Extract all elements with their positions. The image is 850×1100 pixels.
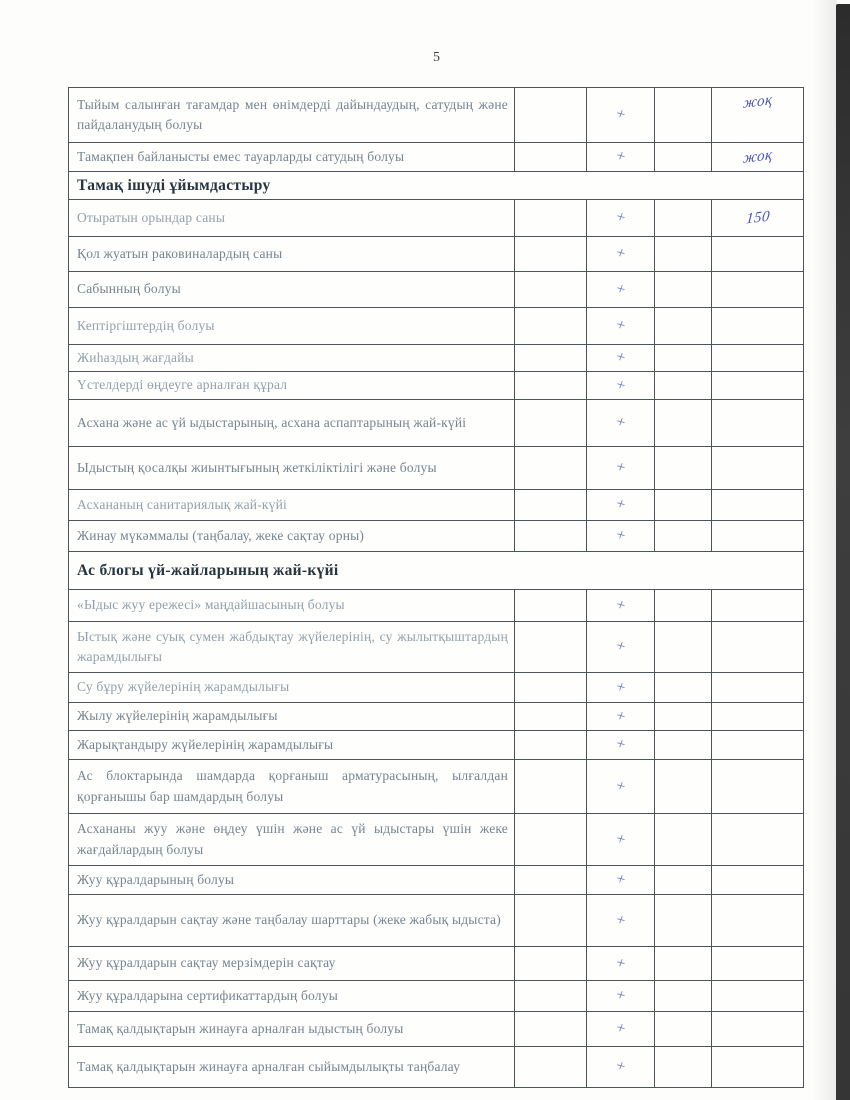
table-row [69, 143, 803, 172]
plus-mark: + [613, 458, 628, 477]
item-label: Асхана және ас үй ыдыстарының, асхана аспаптарының жай-күйі [77, 414, 467, 430]
plus-mark: + [613, 147, 628, 166]
item-label: Кептіргіштердің болуы [77, 317, 215, 333]
mark-cell [586, 272, 654, 307]
mark-cell [586, 345, 654, 371]
item-label-cell [69, 272, 514, 307]
empty-cell [514, 143, 586, 171]
empty-cell [654, 590, 711, 621]
item-label-cell [69, 345, 514, 371]
section-header-row [69, 172, 803, 200]
item-label: Ас блоктарында шамдарда қорғаныш арматурасының, ылғалдан қорғанышы бар шамдардың болуы [77, 768, 508, 804]
mark-cell [586, 237, 654, 271]
empty-cell [654, 447, 711, 489]
note-cell [711, 673, 803, 702]
mark-cell [586, 866, 654, 894]
empty-cell [514, 590, 586, 621]
item-label: Жиһаздың жағдайы [77, 349, 194, 365]
empty-cell [654, 981, 711, 1011]
item-label: Жылу жүйелерінің жарамдылығы [77, 708, 278, 724]
item-label: Тамақ қалдықтарын жинауға арналған ыдыстың болуы [77, 1020, 404, 1036]
plus-mark: + [613, 208, 628, 227]
mark-cell [586, 308, 654, 344]
mark-cell [586, 1012, 654, 1046]
empty-cell [514, 1047, 586, 1087]
plus-mark: + [613, 316, 628, 335]
empty-cell [514, 400, 586, 446]
empty-cell [514, 521, 586, 551]
table-row [69, 237, 803, 272]
plus-mark: + [613, 526, 628, 545]
item-label-cell [69, 731, 514, 759]
empty-cell [514, 703, 586, 730]
scan-edge-strip [836, 4, 850, 1100]
mark-cell [586, 981, 654, 1011]
mark-cell [586, 143, 654, 171]
mark-cell [586, 400, 654, 446]
table-row [69, 272, 803, 308]
item-label-cell [69, 447, 514, 489]
empty-cell [654, 88, 711, 142]
empty-cell [654, 866, 711, 894]
table-row [69, 760, 803, 814]
item-label: Жарықтандыру жүйелерінің жарамдылығы [77, 736, 334, 752]
mark-cell [586, 447, 654, 489]
section-title: Тамақ ішуді ұйымдастыру [77, 176, 271, 194]
plus-mark: + [613, 375, 628, 395]
empty-cell [514, 88, 586, 142]
item-label-cell [69, 981, 514, 1011]
empty-cell [654, 400, 711, 446]
table-row [69, 673, 803, 703]
section-header-cell [69, 172, 803, 199]
item-label-cell [69, 143, 514, 171]
table-row [69, 490, 803, 521]
item-label-cell [69, 490, 514, 520]
table-row [69, 88, 803, 143]
handwritten-note: жоқ [742, 92, 773, 112]
empty-cell [654, 622, 711, 672]
mark-cell [586, 731, 654, 759]
empty-cell [654, 308, 711, 344]
section-header-cell [69, 552, 803, 589]
plus-mark: + [613, 495, 628, 514]
mark-cell [586, 590, 654, 621]
note-cell [711, 866, 803, 894]
empty-cell [654, 521, 711, 551]
item-label-cell [69, 88, 514, 142]
empty-cell [654, 814, 711, 865]
item-label-cell [69, 895, 514, 946]
empty-cell [514, 200, 586, 236]
empty-cell [654, 200, 711, 236]
empty-cell [514, 866, 586, 894]
empty-cell [514, 947, 586, 980]
item-label: Ыстық және суық сумен жабдықтау жүйелерінің, су жылытқыштардың жарамдылығы [77, 628, 508, 664]
item-label-cell [69, 1012, 514, 1046]
empty-cell [514, 673, 586, 702]
item-label: Үстелдерді өңдеуге арналған құрал [77, 377, 288, 393]
page-number: 5 [433, 50, 440, 65]
table-row [69, 622, 803, 673]
item-label-cell [69, 673, 514, 702]
empty-cell [514, 1012, 586, 1046]
empty-cell [654, 272, 711, 307]
plus-mark: + [613, 986, 628, 1005]
item-label-cell [69, 947, 514, 980]
empty-cell [654, 760, 711, 813]
empty-cell [654, 1012, 711, 1046]
empty-cell [514, 895, 586, 946]
item-label-cell [69, 814, 514, 865]
item-label: «Ыдыс жуу ережесі» маңдайшасының болуы [77, 597, 345, 613]
item-label-cell [69, 237, 514, 271]
item-label-cell [69, 200, 514, 236]
item-label: Су бұру жүйелерінің жарамдылығы [77, 679, 290, 695]
item-label: Жуу құралдарының болуы [77, 871, 235, 887]
empty-cell [654, 372, 711, 399]
empty-cell [514, 622, 586, 672]
item-label: Жинау мүкәммалы (таңбалау, жеке сақтау орны) [77, 527, 365, 543]
note-cell [711, 981, 803, 1011]
plus-mark: + [613, 910, 628, 930]
plus-mark: + [613, 953, 628, 973]
empty-cell [514, 237, 586, 271]
mark-cell [586, 703, 654, 730]
item-label-cell [69, 703, 514, 730]
note-cell [711, 895, 803, 946]
item-label: Тамақ қалдықтарын жинауға арналған сыйымдылықты таңбалау [77, 1058, 461, 1074]
mark-cell [586, 200, 654, 236]
mark-cell [586, 895, 654, 946]
note-cell [711, 400, 803, 446]
plus-mark: + [613, 1057, 628, 1076]
note-cell [711, 760, 803, 813]
mark-cell [586, 490, 654, 520]
item-label-cell [69, 400, 514, 446]
plus-mark: + [613, 637, 628, 656]
plus-mark: + [613, 1019, 628, 1038]
note-cell [711, 1047, 803, 1087]
plus-mark: + [613, 776, 628, 796]
empty-cell [514, 272, 586, 307]
empty-cell [654, 947, 711, 980]
note-cell [711, 372, 803, 399]
table-row [69, 1012, 803, 1047]
mark-cell [586, 673, 654, 702]
plus-mark: + [613, 706, 628, 726]
table-row [69, 895, 803, 947]
table-row [69, 866, 803, 895]
plus-mark: + [613, 244, 628, 263]
empty-cell [654, 237, 711, 271]
plus-mark: + [613, 870, 628, 889]
plus-mark: + [613, 348, 628, 367]
table-row [69, 703, 803, 731]
note-cell [711, 521, 803, 551]
empty-cell [654, 731, 711, 759]
note-cell [711, 237, 803, 271]
note-cell [711, 143, 803, 171]
mark-cell [586, 521, 654, 551]
plus-mark: + [613, 829, 628, 849]
note-cell [711, 703, 803, 730]
item-label: Асхананың санитариялық жай-күйі [77, 496, 288, 512]
item-label-cell [69, 308, 514, 344]
empty-cell [514, 981, 586, 1011]
note-cell [711, 88, 803, 142]
note-cell [711, 1012, 803, 1046]
item-label: Тамақпен байланысты емес тауарларды сатудың болуы [77, 148, 405, 164]
handwritten-note: 150 [744, 207, 771, 228]
item-label: Сабынның болуы [77, 281, 181, 297]
handwritten-note: жоқ [742, 146, 773, 167]
table-row [69, 308, 803, 345]
empty-cell [514, 490, 586, 520]
empty-cell [654, 345, 711, 371]
item-label: Тыйым салынған тағамдар мен өнімдерді дайындаудың, сатудың және пайдаланудың болуы [77, 96, 508, 132]
empty-cell [654, 1047, 711, 1087]
note-cell [711, 345, 803, 371]
table-row [69, 947, 803, 981]
table-row [69, 200, 803, 237]
plus-mark: + [613, 105, 628, 124]
section-header-row [69, 552, 803, 590]
mark-cell [586, 372, 654, 399]
item-label: Отыратын орындар саны [77, 209, 226, 225]
empty-cell [514, 308, 586, 344]
mark-cell [586, 947, 654, 980]
table-row [69, 521, 803, 552]
table-row [69, 731, 803, 760]
table-row [69, 590, 803, 622]
note-cell [711, 447, 803, 489]
mark-cell [586, 814, 654, 865]
item-label: Ыдыстың қосалқы жиынтығының жеткіліктілігі және болуы [77, 459, 437, 475]
note-cell [711, 814, 803, 865]
empty-cell [514, 814, 586, 865]
empty-cell [514, 447, 586, 489]
empty-cell [654, 673, 711, 702]
note-cell [711, 308, 803, 344]
item-label: Жуу құралдарын сақтау және таңбалау шарттары (жеке жабық ыдыста) [77, 912, 501, 928]
plus-mark: + [613, 279, 628, 299]
empty-cell [654, 143, 711, 171]
table-row [69, 814, 803, 866]
plus-mark: + [613, 677, 628, 697]
table-row [69, 372, 803, 400]
empty-cell [514, 760, 586, 813]
empty-cell [654, 895, 711, 946]
empty-cell [514, 372, 586, 399]
table-row [69, 1047, 803, 1087]
section-title: Ас блогы үй-жайларының жай-күйі [77, 561, 339, 579]
plus-mark: + [613, 413, 628, 432]
plus-mark: + [613, 595, 628, 615]
note-cell [711, 272, 803, 307]
item-label-cell [69, 590, 514, 621]
plus-mark: + [613, 735, 628, 754]
note-cell [711, 590, 803, 621]
table-row [69, 447, 803, 490]
note-cell [711, 622, 803, 672]
note-cell [711, 947, 803, 980]
empty-cell [654, 703, 711, 730]
item-label: Жуу құралдарына сертификаттардың болуы [77, 987, 338, 1003]
empty-cell [514, 345, 586, 371]
item-label: Қол жуатын раковиналардың саны [77, 245, 283, 261]
item-label-cell [69, 372, 514, 399]
empty-cell [514, 731, 586, 759]
item-label: Жуу құралдарын сақтау мерзімдерін сақтау [77, 955, 336, 971]
item-label-cell [69, 760, 514, 813]
item-label-cell [69, 1047, 514, 1087]
item-label-cell [69, 866, 514, 894]
note-cell [711, 200, 803, 236]
table-row [69, 981, 803, 1012]
mark-cell [586, 1047, 654, 1087]
table-row [69, 345, 803, 372]
note-cell [711, 731, 803, 759]
mark-cell [586, 760, 654, 813]
item-label-cell [69, 521, 514, 551]
mark-cell [586, 88, 654, 142]
item-label-cell [69, 622, 514, 672]
table-row [69, 400, 803, 447]
note-cell [711, 490, 803, 520]
checklist-table [68, 87, 804, 1088]
empty-cell [654, 490, 711, 520]
mark-cell [586, 622, 654, 672]
scan-gutter-shadow [813, 0, 837, 1100]
item-label: Асхананы жуу және өңдеу үшін және ас үй ыдыстары үшін жеке жағдайлардың болуы [77, 821, 508, 857]
